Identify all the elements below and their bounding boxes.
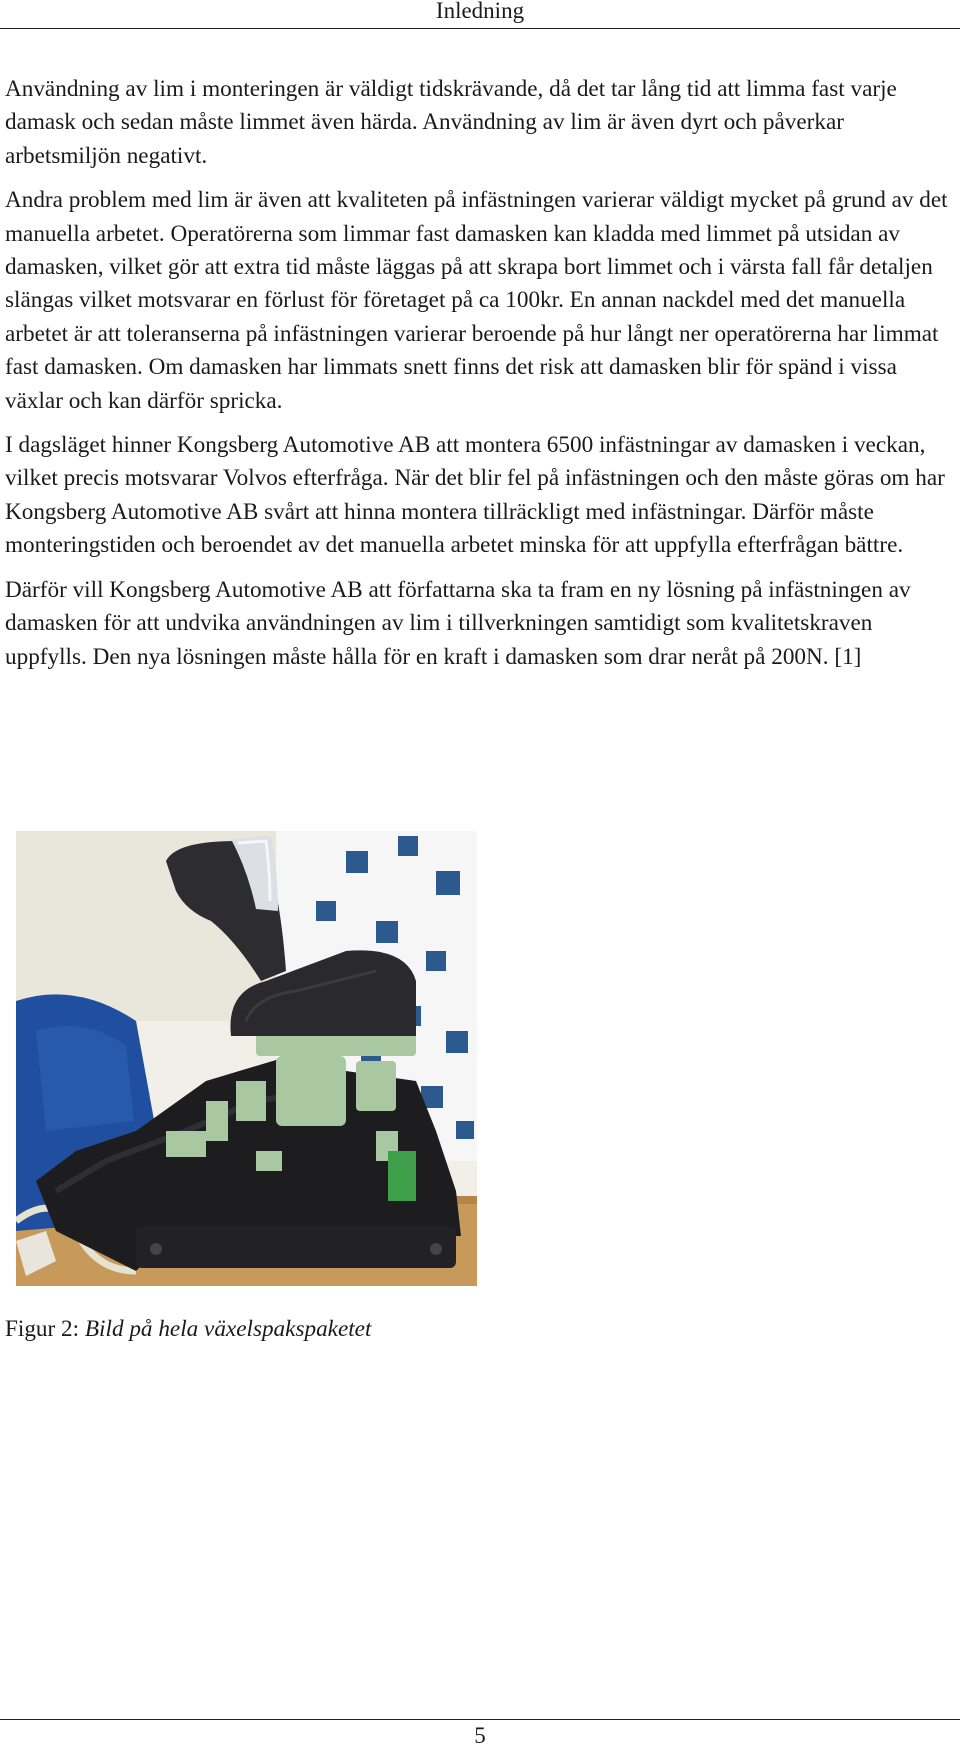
paragraph-4: Därför vill Kongsberg Automotive AB att författarna ska ta fram en ny lösning på infästningen av damasken för att undvika användningen av lim i tillverkningen samtidigt som kvalitetskraven uppfylls. Den nya lösningen måste hålla för en kraft i damasken som drar neråt på 200N. [1] bbox=[5, 576, 911, 670]
figure-caption bbox=[5, 1314, 371, 1344]
shifter-base-plate bbox=[136, 1226, 456, 1268]
paragraph-2: Andra problem med lim är även att kvaliteten på infästningen varierar väldigt mycket på grund av det manuella arbetet. Operatörerna som limmar fast damasken kan kladda med limmet på utsidan av damasken, vilket gör att extra tid måste läggas på att skrapa bort limmet och i värsta fall får detaljen slängas vilket motsvarar en förlust för företaget på ca 100kr. En annan nackdel med det manuella arbetet är att toleranserna på infästningen varierar beroende på hur långt ner operatörerna har limmat fast damasken. Om damasken har limmats snett finns det risk att damasken blir för spänd i vissa växlar och kan därför spricka. bbox=[5, 187, 948, 414]
body-text bbox=[5, 73, 955, 685]
shifter-green-pcb bbox=[388, 1151, 416, 1201]
header-rule bbox=[0, 28, 960, 29]
page-number: 5 bbox=[474, 1723, 486, 1748]
caption-text: Bild på hela växelspakspaketet bbox=[84, 1316, 372, 1342]
paragraph-3: I dagsläget hinner Kongsberg Automotive AB att montera 6500 infästningar av damasken i veckan, vilket precis motsvarar Volvos efterfråga. När det blir fel på infästningen och den måste göras om har Kongsberg Automotive AB svårt att hinna montera tillräckligt med infästningar. Därför måste monteringstiden och beroendet av det manuella arbetet minska för att uppfylla efterfrågan bättre. bbox=[5, 432, 945, 559]
gear-shifter-photo bbox=[16, 831, 477, 1286]
paragraph-1: Användning av lim i monteringen är väldigt tidskrävande, då det tar lång tid att limma fast varje damask och sedan måste limmet även härda. Användning av lim är även dyrt och påverkar arbetsmiljön negativt. bbox=[5, 76, 897, 169]
caption-label: Figur 2: bbox=[5, 1316, 85, 1342]
running-header: Inledning bbox=[435, 0, 525, 23]
footer-rule bbox=[0, 1719, 960, 1720]
